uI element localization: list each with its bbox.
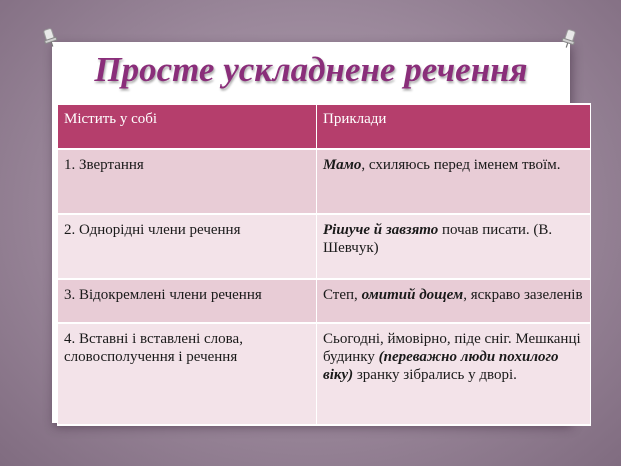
example-highlight: (переважно люди похилого віку)	[323, 349, 559, 383]
row-type-cell: 2. Однорідні члени речення	[58, 214, 317, 279]
row-type-cell: 4. Вставні і вставлені слова, словосполучення і речення	[58, 323, 317, 425]
row-example-cell	[317, 279, 591, 323]
row-type-cell: 1. Звертання	[58, 149, 317, 214]
example-text: почав писати. (В. Шевчук)	[323, 222, 553, 256]
table-row	[58, 279, 591, 323]
example-text: , схиляюсь перед іменем твоїм.	[361, 157, 561, 173]
example-highlight: омитий дощем	[361, 287, 464, 303]
table-row	[58, 323, 591, 425]
example-text: Сьогодні, ймовірно, піде сніг. Мешканці будинку	[323, 331, 581, 365]
example-highlight: Рішуче й завзято	[323, 222, 439, 238]
table-row	[58, 214, 591, 279]
examples-table	[57, 103, 591, 426]
slide-title: Просте ускладнене речення	[94, 50, 528, 89]
pushpin-icon	[558, 27, 579, 51]
row-example-cell	[317, 149, 591, 214]
row-example-cell	[317, 323, 591, 425]
column-header-examples: Приклади	[317, 104, 591, 149]
example-text: зранку зібрались у дворі.	[353, 367, 517, 383]
example-highlight: Мамо	[323, 157, 362, 173]
example-text: Степ,	[323, 287, 362, 303]
row-type-cell: 3. Відокремлені члени речення	[58, 279, 317, 323]
example-text: , яскраво зазеленів	[463, 287, 583, 303]
column-header-contains: Містить у собі	[58, 104, 317, 149]
table-row	[58, 149, 591, 214]
table-header-row	[58, 104, 591, 149]
row-example-cell	[317, 214, 591, 279]
